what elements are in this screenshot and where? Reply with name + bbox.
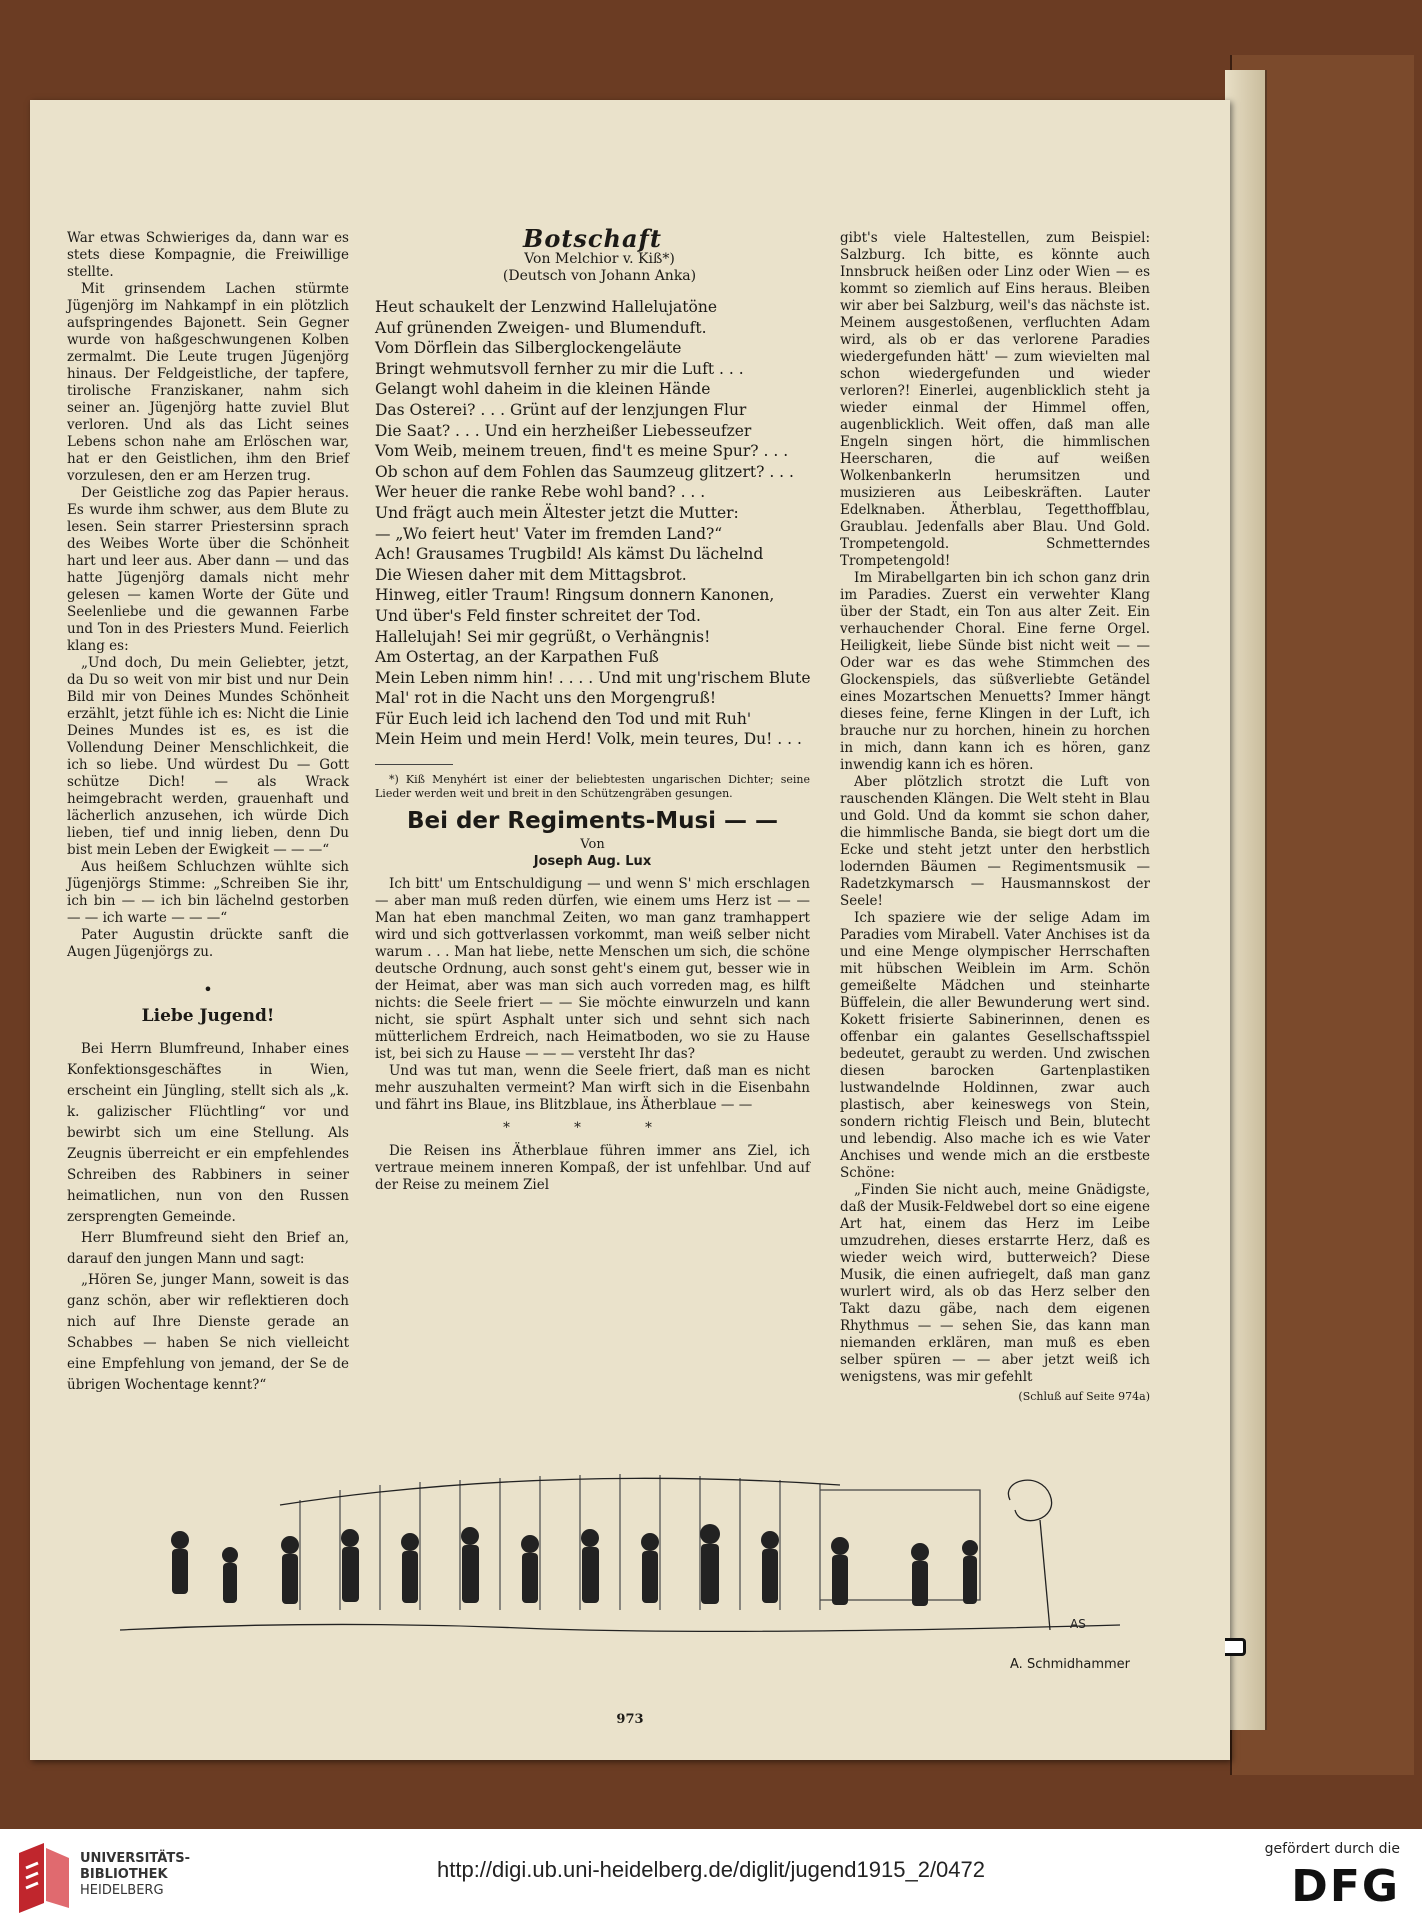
poem-line: Und über's Feld finster schreitet der Tod. (375, 606, 701, 625)
paragraph: Ich bitt' um Entschuldigung — und wenn S' mich erschlagen — aber man muß reden dürfen, wie einem ums Herz ist — — Man hat eben manchmal Zeiten, wo man ganz tramhappert wird und sich gottverlassen vorkommt, man weiß selber nicht warum . . . Man hat liebe, nette Menschen um sich, die schöne deutsche Ordnung, auch sonst geht's einem gut, besser wie in der Heimat, aber was man sich auch vorreden mag, es hilft nichts: die Seele friert — — Sie möchte einwurzeln und kann nicht, sie spürt Asphalt unter sich und sehnt sich nach mütterlichem Erdreich, nach Heimatboden, wo sie zu Hause ist, bei sich zu Hause — — — versteht Ihr das? (375, 876, 810, 1063)
paragraph: gibt's viele Haltestellen, zum Beispiel: Salzburg. Ich bitte, es könnte auch Innsbruck heißen oder Linz oder Wien — es kommt so ziemlich auf Eins heraus. Bleiben wir aber bei Salzburg, weil's das nächste ist. Meinem ausgestoßenen, verfluchten Adam wird, als ob er das verlorene Paradies wiedergefunden hätt' — zum wievielten mal schon wiedergefunden und wieder verloren?! Einerlei, augenblicklich steht ja wieder einmal der Himmel offen, augenblicklich. Weit offen, daß man alle Engeln singen hört, die himmlischen Heerscharen, die auf weißen Wolkenbankerln herumsitzen und musizieren aus Leibeskräften. Lauter Edelknaben. Ätherblau, Tegetthoffblau, Graublau. Jedenfalls aber Blau. Und Gold. Trompetengold. Schmetterndes Trompetengold! (840, 230, 1150, 569)
poem-line: Das Osterei? . . . Grünt auf der lenzjungen Flur (375, 400, 747, 419)
paragraph: Ich spaziere wie der selige Adam im Paradies vom Mirabell. Vater Anchises ist da und eine Menge olympischer Herrschaften mit hübschen Weiblein im Arm. Schön gemeißelte Mädchen und steinharte Büffelein, die aller Bewunderung wert sind. Kokett frisierte Sabinerinnen, denen es offenbar ein galantes Gesellschaftsspiel bedeutet, geraubt zu werden. Und zwischen diesen barocken Gartenplastiken lustwandelnde Holdinnen, zwar auch plastisch, aber keineswegs von Stein, sondern richtig Fleisch und Bein, blutecht und lebendig. Also mache ich es wie Vater Anchises und wende mich an die erstbeste Schöne: (840, 910, 1150, 1181)
continuation-note: (Schluß auf Seite 974a) (1018, 1390, 1150, 1403)
paragraph: Aus heißem Schluchzen wühlte sich Jügenjörgs Stimme: „Schreiben Sie ihr, ich bin — — ich bin lächelnd gestorben — — ich warte — — —“ (67, 859, 349, 926)
paragraph: Bei Herrn Blumfreund, Inhaber eines Konfektionsgeschäftes in Wien, erscheint ein Jüngling, stellt sich als „k. k. galizischer Flüchtling“ vor und bewirbt sich um eine Stellung. Als Zeugnis überreicht er ein empfehlendes Schreiben des Rabbiners in seiner heimatlichen, nun von den Russen zersprengten Gemeinde. (67, 1041, 349, 1225)
poem-line: Auf grünenden Zweigen- und Blumenduft. (375, 318, 707, 337)
poem-line: Ach! Grausames Trugbild! Als kämst Du lächelnd (375, 545, 764, 564)
poem-translator: (Deutsch von Johann Anka) (502, 268, 697, 284)
article-author: Joseph Aug. Lux (533, 854, 652, 870)
footnote-rule (375, 764, 453, 769)
paragraph: Mit grinsendem Lachen stürmte Jügenjörg im Nahkampf in ein plötzlich aufspringendes Bajonett. Sein Gegner wurde von haßgeschwungenen Kolben zermalmt. Die Leute trugen Jügenjörg hinaus. Der Feldgeistliche, der tapfere, tirolische Franziskaner, nahm sich seiner an. Jügenjörg hatte zuviel Blut verloren. Und als das Licht seines Lebens schon nahe am Erlöschen war, hat er den Geistlichen, ihm den Brief vorzulesen, den er am Herzen trug. (67, 281, 349, 484)
paragraph: Aber plötzlich strotzt die Luft von rauschenden Klängen. Die Welt steht in Blau und Gold. Und da kommt sie schon daher, die himmlische Banda, sie biegt dort um die Ecke und steht jetzt unter den herbstlich lodernden Bäumen — Regimentsmusik — Radetzkymarsch — Hausmannskost der Seele! (840, 774, 1150, 909)
paragraph: Der Geistliche zog das Papier heraus. Es wurde ihm schwer, aus dem Blute zu lesen. Sein starrer Priestersinn sprach des Weibes Worte über die Schönheit hart und leer aus. Aber dann — und das hatte Jügenjörg damals nicht mehr gelesen — kamen Worte der Güte und Seelenliebe und die gewannen Farbe und Ton in des Priesters Mund. Feierlich klang es: (67, 485, 349, 654)
library-line: UNIVERSITÄTS- (80, 1851, 190, 1866)
poem-line: Wer heuer die ranke Rebe wohl band? . . . (375, 483, 706, 502)
artist-monogram: AS (1070, 1617, 1086, 1631)
poem-line: Mein Heim und mein Herd! Volk, mein teures, Du! . . . (375, 730, 802, 749)
poem-title: Botschaft (523, 224, 662, 253)
paragraph: Im Mirabellgarten bin ich schon ganz drin im Paradies. Zuerst ein verwehter Klang über der Stadt, ein Ton aus alter Zeit. Ein verhauchender Choral. Eine ferne Orgel. Heiligkeit, liebe Sünde bist nicht weit — — Oder war es das wehe Stimmchen des Glockenspiels, das süßverliebte Getändel eines Mozartschen Menuetts? Immer hängt dieses feine, ferne Klingen in der Luft, ich brauche nur zu horchen, hinein zu horchen in mich, dann kann ich es hören, ganz inwendig kann ich es hören. (840, 570, 1150, 773)
poem-line: Die Saat? . . . Und ein herzheißer Liebesseufzer (375, 421, 752, 440)
poem-author: Von Melchior v. Kiß*) (524, 251, 675, 267)
poem-line: Hinweg, eitler Traum! Ringsum donnern Kanonen, (375, 586, 775, 605)
paragraph: War etwas Schwieriges da, dann war es stets diese Kompagnie, die Freiwillige stellte. (67, 230, 349, 280)
paragraph: Die Reisen ins Ätherblaue führen immer ans Ziel, ich vertraue meinem inneren Kompaß, der ist unfehlbar. Und auf der Reise zu meinem Ziel (375, 1143, 810, 1194)
paragraph: „Finden Sie nicht auch, meine Gnädigste, daß der Musik-Feldwebel dort so eine eigene Art hat, einem das Herz im Leibe umzudrehen, dieses erstarrte Herz, daß es wieder weich wird, butterweich? Diese Musik, die einen aufriegelt, daß man ganz wurlert wird, als ob das Herz selber den Takt dazu gäbe, nach dem eigenen Rhythmus — — sehen Sie, das kann man niemanden erklären, man muß es eben selber spüren — — aber jetzt weiß ich wenigstens, was mir gefehlt (840, 1182, 1150, 1385)
poem-body (375, 297, 810, 750)
poem-line: Ob schon auf dem Fohlen das Saumzeug glitzert? . . . (375, 462, 794, 481)
separator-dot: • (203, 980, 213, 999)
poem-line: Bringt wehmutsvoll fernher zu mir die Luft . . . (375, 359, 744, 378)
marching-band-illustration (120, 1460, 1120, 1640)
paragraph: „Hören Se, junger Mann, soweit is das ganz schön, aber wir reflektieren doch nich auf Ihre Dienste gerade an Schabbes — haben Se nich vielleicht eine Empfehlung von jemand, der Se de übrigen Wochentage kennt?“ (67, 1272, 349, 1393)
poem-line: Hallelujah! Sei mir gegrüßt, o Verhängnis! (375, 627, 711, 646)
poem-line: Und frägt auch mein Ältester jetzt die Mutter: (375, 503, 739, 522)
funding-note: gefördert durch die (1264, 1841, 1400, 1857)
column-left (67, 230, 349, 1396)
page-stack (1225, 70, 1267, 1730)
paragraph: Herr Blumfreund sieht den Brief an, darauf den jungen Mann und sagt: (67, 1230, 349, 1267)
poem-line: — „Wo feiert heut' Vater im fremden Land?“ (375, 524, 723, 543)
poem-line: Vom Dörflein das Silberglockengeläute (375, 339, 682, 358)
poem-line: Am Ostertag, an der Karpathen Fuß (375, 648, 659, 667)
footnote: *) Kiß Menyhért ist einer der beliebtesten ungarischen Dichter; seine Lieder werden weit und breit in den Schützengräben gesungen. (375, 773, 810, 801)
library-line: BIBLIOTHEK (80, 1867, 168, 1882)
poem-line: Heut schaukelt der Lenzwind Hallelujatöne (375, 298, 717, 316)
paragraph: Und was tut man, wenn die Seele friert, daß man es nicht mehr auszuhalten vermeint? Man wirft sich in die Eisenbahn und fährt ins Blaue, ins Blitzblaue, ins Ätherblaue — — (375, 1063, 810, 1114)
poem-line: Mal' rot in die Nacht uns den Morgengruß! (375, 689, 717, 708)
dfg-logo: DFG (1291, 1861, 1400, 1912)
article-von: Von (580, 837, 605, 853)
permalink-url[interactable]: http://digi.ub.uni-heidelberg.de/diglit/jugend1915_2/0472 (437, 1857, 985, 1882)
paragraph: Pater Augustin drückte sanft die Augen Jügenjörgs zu. (67, 927, 349, 960)
poem-line: Für Euch leid ich lachend den Tod und mit Ruh' (375, 709, 752, 728)
paragraph: „Und doch, Du mein Geliebter, jetzt, da Du so weit von mir bist und nur Dein Bild mir von Deines Mundes Schönheit erzählt, jetzt fühle ich es: Nicht die Linie Deines Mundes ist es, es ist die Vollendung Deiner Menschlichkeit, die ich so liebe. Und würdest Du — Gott schütze Dich! — als Wrack heimgebracht werden, grauenhaft und lächerlich anzusehen, ich würde Dich lieben, tief und innig lieben, denn Du bist mein Leben der Ewigkeit — — —“ (67, 655, 349, 858)
liebe-jugend-heading: Liebe Jugend! (141, 1006, 275, 1026)
article-title: Bei der Regiments-Musi — — (406, 808, 779, 835)
column-right (840, 230, 1150, 1405)
artist-signature: A. Schmidhammer (1010, 1657, 1130, 1672)
poem-line: Gelangt wohl daheim in die kleinen Hände (375, 380, 711, 399)
section-stars: * * * (503, 1120, 682, 1137)
page (30, 100, 1230, 1760)
library-line: HEIDELBERG (80, 1883, 164, 1898)
liebe-jugend-text (67, 1039, 349, 1396)
footer-bar (0, 1829, 1422, 1929)
column-middle (375, 224, 811, 1194)
page-marker (1225, 1638, 1246, 1656)
poem-line: Vom Weib, meinem treuen, find't es meine Spur? . . . (375, 442, 789, 461)
poem-line: Die Wiesen daher mit dem Mittagsbrot. (375, 565, 687, 584)
poem-line: Mein Leben nimm hin! . . . . Und mit ung'rischem Blute (375, 668, 811, 687)
page-number: 973 (616, 1712, 644, 1727)
